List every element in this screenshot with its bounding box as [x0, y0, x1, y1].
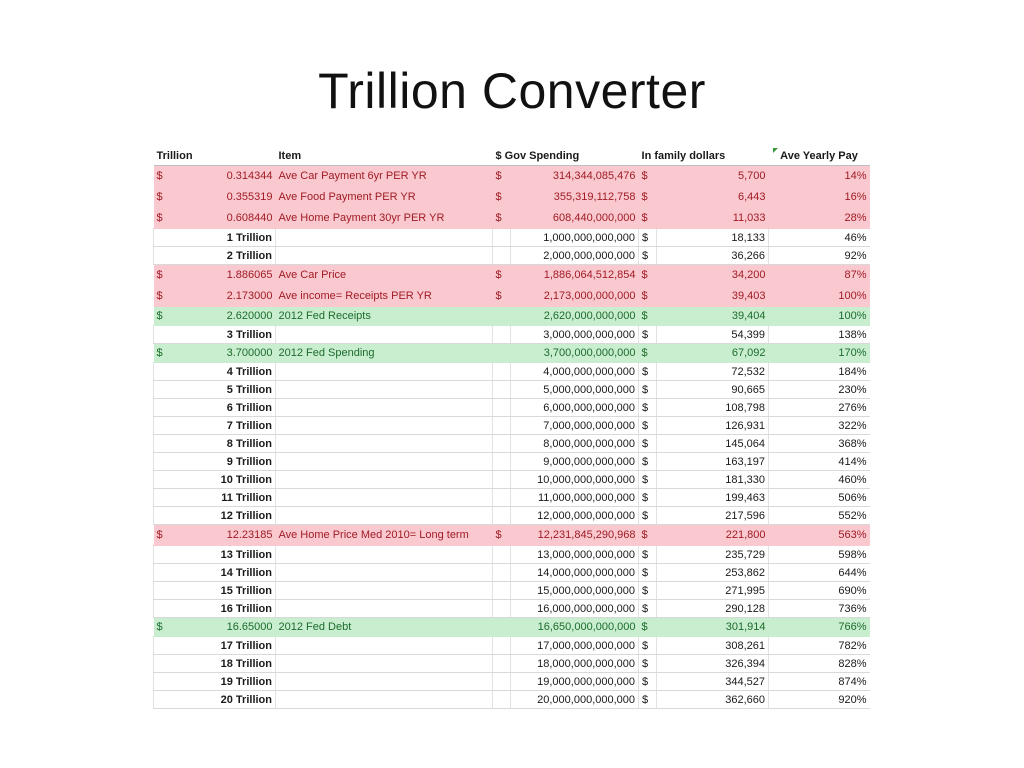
- dollar-sign-cell[interactable]: [493, 471, 511, 489]
- table-row: [154, 489, 870, 507]
- dollar-sign-cell[interactable]: $: [154, 286, 172, 307]
- dollar-sign-cell[interactable]: [154, 453, 172, 471]
- family-dollars-cell[interactable]: 36,266: [657, 247, 769, 265]
- dollar-sign-cell[interactable]: $: [493, 525, 511, 546]
- yearly-pay-cell[interactable]: 460%: [769, 471, 870, 489]
- table-row: [154, 637, 870, 655]
- yearly-pay-cell[interactable]: 506%: [769, 489, 870, 507]
- dollar-sign-cell[interactable]: [154, 637, 172, 655]
- table-row: [154, 564, 870, 582]
- family-dollars-cell[interactable]: 308,261: [657, 637, 769, 655]
- converter-table: [153, 147, 870, 709]
- dollar-sign-cell[interactable]: $: [639, 435, 657, 453]
- dollar-sign-cell[interactable]: [154, 247, 172, 265]
- gov-spending-cell[interactable]: 15,000,000,000,000: [511, 582, 639, 600]
- family-dollars-cell[interactable]: 67,092: [657, 344, 769, 363]
- trillion-cell[interactable]: 12 Trillion: [172, 507, 276, 525]
- dollar-sign-cell[interactable]: [493, 326, 511, 344]
- gov-spending-cell[interactable]: 2,620,000,000,000: [511, 307, 639, 326]
- gov-spending-cell[interactable]: 5,000,000,000,000: [511, 381, 639, 399]
- item-cell[interactable]: 2012 Fed Receipts: [276, 307, 493, 326]
- dollar-sign-cell[interactable]: $: [639, 166, 657, 187]
- dollar-sign-cell[interactable]: $: [639, 307, 657, 326]
- dollar-sign-cell[interactable]: $: [639, 546, 657, 564]
- table-row: [154, 208, 870, 229]
- dollar-sign-cell[interactable]: $: [493, 265, 511, 286]
- trillion-cell[interactable]: 2 Trillion: [172, 247, 276, 265]
- yearly-pay-cell[interactable]: 690%: [769, 582, 870, 600]
- yearly-pay-cell[interactable]: 736%: [769, 600, 870, 618]
- dollar-sign-cell[interactable]: [493, 344, 511, 363]
- table-row: [154, 399, 870, 417]
- dollar-sign-cell[interactable]: $: [639, 381, 657, 399]
- trillion-cell[interactable]: 19 Trillion: [172, 673, 276, 691]
- family-dollars-cell[interactable]: 163,197: [657, 453, 769, 471]
- trillion-cell[interactable]: 15 Trillion: [172, 582, 276, 600]
- header-row: [154, 147, 870, 166]
- trillion-cell[interactable]: 16 Trillion: [172, 600, 276, 618]
- family-dollars-cell[interactable]: 90,665: [657, 381, 769, 399]
- item-cell[interactable]: Ave Home Payment 30yr PER YR: [276, 208, 493, 229]
- item-cell[interactable]: [276, 417, 493, 435]
- gov-spending-cell[interactable]: 1,886,064,512,854: [511, 265, 639, 286]
- header-trillion[interactable]: Trillion: [154, 147, 276, 166]
- cell-comment-indicator: [773, 148, 778, 153]
- table-row: [154, 600, 870, 618]
- table-row: [154, 344, 870, 363]
- trillion-cell[interactable]: 7 Trillion: [172, 417, 276, 435]
- gov-spending-cell[interactable]: 2,173,000,000,000: [511, 286, 639, 307]
- gov-spending-cell[interactable]: 4,000,000,000,000: [511, 363, 639, 381]
- gov-spending-cell[interactable]: 17,000,000,000,000: [511, 637, 639, 655]
- family-dollars-cell[interactable]: 6,443: [657, 187, 769, 208]
- yearly-pay-cell[interactable]: 46%: [769, 229, 870, 247]
- yearly-pay-cell[interactable]: 414%: [769, 453, 870, 471]
- table-row: [154, 673, 870, 691]
- dollar-sign-cell[interactable]: $: [639, 637, 657, 655]
- trillion-cell[interactable]: 11 Trillion: [172, 489, 276, 507]
- gov-spending-cell[interactable]: 3,700,000,000,000: [511, 344, 639, 363]
- dollar-sign-cell[interactable]: [154, 417, 172, 435]
- dollar-sign-cell[interactable]: [493, 247, 511, 265]
- trillion-cell[interactable]: 1 Trillion: [172, 229, 276, 247]
- dollar-sign-cell[interactable]: $: [154, 525, 172, 546]
- gov-spending-cell[interactable]: 19,000,000,000,000: [511, 673, 639, 691]
- trillion-cell[interactable]: 2.620000: [172, 307, 276, 326]
- dollar-sign-cell[interactable]: $: [639, 453, 657, 471]
- yearly-pay-cell[interactable]: 563%: [769, 525, 870, 546]
- dollar-sign-cell[interactable]: [154, 600, 172, 618]
- item-cell[interactable]: [276, 399, 493, 417]
- dollar-sign-cell[interactable]: [493, 564, 511, 582]
- table-row: [154, 525, 870, 546]
- trillion-cell[interactable]: 16.65000: [172, 618, 276, 637]
- header-family-dollars[interactable]: In family dollars: [639, 147, 769, 166]
- family-dollars-cell[interactable]: 217,596: [657, 507, 769, 525]
- dollar-sign-cell[interactable]: $: [639, 326, 657, 344]
- dollar-sign-cell[interactable]: $: [639, 208, 657, 229]
- dollar-sign-cell[interactable]: [493, 399, 511, 417]
- trillion-cell[interactable]: 0.314344: [172, 166, 276, 187]
- dollar-sign-cell[interactable]: $: [154, 618, 172, 637]
- gov-spending-cell[interactable]: 314,344,085,476: [511, 166, 639, 187]
- gov-spending-cell[interactable]: 8,000,000,000,000: [511, 435, 639, 453]
- family-dollars-cell[interactable]: 181,330: [657, 471, 769, 489]
- table-row: [154, 307, 870, 326]
- family-dollars-cell[interactable]: 326,394: [657, 655, 769, 673]
- yearly-pay-cell[interactable]: 230%: [769, 381, 870, 399]
- dollar-sign-cell[interactable]: $: [639, 471, 657, 489]
- item-cell[interactable]: 2012 Fed Debt: [276, 618, 493, 637]
- item-cell[interactable]: [276, 326, 493, 344]
- yearly-pay-cell[interactable]: 828%: [769, 655, 870, 673]
- dollar-sign-cell[interactable]: $: [154, 208, 172, 229]
- yearly-pay-cell[interactable]: 100%: [769, 286, 870, 307]
- header-gov-spending[interactable]: $ Gov Spending: [493, 147, 639, 166]
- table-row: [154, 381, 870, 399]
- item-cell[interactable]: 2012 Fed Spending: [276, 344, 493, 363]
- dollar-sign-cell[interactable]: [493, 229, 511, 247]
- gov-spending-cell[interactable]: 12,000,000,000,000: [511, 507, 639, 525]
- table-row: [154, 435, 870, 453]
- family-dollars-cell[interactable]: 271,995: [657, 582, 769, 600]
- trillion-cell[interactable]: 0.355319: [172, 187, 276, 208]
- gov-spending-cell[interactable]: 7,000,000,000,000: [511, 417, 639, 435]
- dollar-sign-cell[interactable]: $: [639, 344, 657, 363]
- table-row: [154, 546, 870, 564]
- gov-spending-cell[interactable]: 6,000,000,000,000: [511, 399, 639, 417]
- table-row: [154, 507, 870, 525]
- family-dollars-cell[interactable]: 72,532: [657, 363, 769, 381]
- item-cell[interactable]: [276, 546, 493, 564]
- trillion-cell[interactable]: 20 Trillion: [172, 691, 276, 709]
- dollar-sign-cell[interactable]: [154, 655, 172, 673]
- dollar-sign-cell[interactable]: $: [493, 208, 511, 229]
- dollar-sign-cell[interactable]: [493, 307, 511, 326]
- item-cell[interactable]: [276, 655, 493, 673]
- dollar-sign-cell[interactable]: $: [639, 618, 657, 637]
- yearly-pay-cell[interactable]: 598%: [769, 546, 870, 564]
- table-row: [154, 417, 870, 435]
- trillion-cell[interactable]: 18 Trillion: [172, 655, 276, 673]
- dollar-sign-cell[interactable]: [493, 507, 511, 525]
- dollar-sign-cell[interactable]: $: [154, 166, 172, 187]
- family-dollars-cell[interactable]: 301,914: [657, 618, 769, 637]
- table-row: [154, 229, 870, 247]
- table-row: [154, 166, 870, 187]
- gov-spending-cell[interactable]: 16,000,000,000,000: [511, 600, 639, 618]
- table-row: [154, 582, 870, 600]
- dollar-sign-cell[interactable]: $: [639, 582, 657, 600]
- family-dollars-cell[interactable]: 344,527: [657, 673, 769, 691]
- item-cell[interactable]: Ave Car Price: [276, 265, 493, 286]
- dollar-sign-cell[interactable]: [154, 326, 172, 344]
- dollar-sign-cell[interactable]: [493, 600, 511, 618]
- dollar-sign-cell[interactable]: [154, 229, 172, 247]
- dollar-sign-cell[interactable]: $: [493, 187, 511, 208]
- dollar-sign-cell[interactable]: $: [639, 600, 657, 618]
- table-row: [154, 655, 870, 673]
- yearly-pay-cell[interactable]: 552%: [769, 507, 870, 525]
- dollar-sign-cell[interactable]: [493, 417, 511, 435]
- dollar-sign-cell[interactable]: [154, 471, 172, 489]
- item-cell[interactable]: [276, 673, 493, 691]
- dollar-sign-cell[interactable]: $: [639, 417, 657, 435]
- table-body: [154, 166, 870, 709]
- family-dollars-cell[interactable]: 235,729: [657, 546, 769, 564]
- item-cell[interactable]: [276, 471, 493, 489]
- yearly-pay-cell[interactable]: 920%: [769, 691, 870, 709]
- dollar-sign-cell[interactable]: [154, 564, 172, 582]
- trillion-cell[interactable]: 0.608440: [172, 208, 276, 229]
- family-dollars-cell[interactable]: 39,404: [657, 307, 769, 326]
- dollar-sign-cell[interactable]: [493, 618, 511, 637]
- item-cell[interactable]: [276, 453, 493, 471]
- yearly-pay-cell[interactable]: 184%: [769, 363, 870, 381]
- gov-spending-cell[interactable]: 355,319,112,758: [511, 187, 639, 208]
- table-row: [154, 691, 870, 709]
- family-dollars-cell[interactable]: 145,064: [657, 435, 769, 453]
- slide-title: Trillion Converter: [318, 63, 706, 119]
- dollar-sign-cell[interactable]: $: [639, 489, 657, 507]
- item-cell[interactable]: [276, 600, 493, 618]
- item-cell[interactable]: [276, 564, 493, 582]
- trillion-cell[interactable]: 17 Trillion: [172, 637, 276, 655]
- dollar-sign-cell[interactable]: [493, 691, 511, 709]
- item-cell[interactable]: Ave Home Price Med 2010= Long term: [276, 525, 493, 546]
- table-row: [154, 453, 870, 471]
- dollar-sign-cell[interactable]: [493, 655, 511, 673]
- trillion-cell[interactable]: 6 Trillion: [172, 399, 276, 417]
- dollar-sign-cell[interactable]: $: [639, 265, 657, 286]
- dollar-sign-cell[interactable]: $: [154, 344, 172, 363]
- family-dollars-cell[interactable]: 108,798: [657, 399, 769, 417]
- gov-spending-cell[interactable]: 18,000,000,000,000: [511, 655, 639, 673]
- table-row: [154, 187, 870, 208]
- family-dollars-cell[interactable]: 11,033: [657, 208, 769, 229]
- dollar-sign-cell[interactable]: [493, 637, 511, 655]
- dollar-sign-cell[interactable]: [154, 691, 172, 709]
- gov-spending-cell[interactable]: 2,000,000,000,000: [511, 247, 639, 265]
- dollar-sign-cell[interactable]: $: [639, 673, 657, 691]
- trillion-cell[interactable]: 14 Trillion: [172, 564, 276, 582]
- family-dollars-cell[interactable]: 34,200: [657, 265, 769, 286]
- family-dollars-cell[interactable]: 199,463: [657, 489, 769, 507]
- dollar-sign-cell[interactable]: [154, 399, 172, 417]
- table-row: [154, 363, 870, 381]
- dollar-sign-cell[interactable]: [493, 435, 511, 453]
- item-cell[interactable]: [276, 582, 493, 600]
- gov-spending-cell[interactable]: 1,000,000,000,000: [511, 229, 639, 247]
- yearly-pay-cell[interactable]: 276%: [769, 399, 870, 417]
- family-dollars-cell[interactable]: 362,660: [657, 691, 769, 709]
- trillion-cell[interactable]: 9 Trillion: [172, 453, 276, 471]
- dollar-sign-cell[interactable]: [493, 546, 511, 564]
- header-ave-yearly-pay[interactable]: Ave Yearly Pay: [769, 147, 870, 166]
- family-dollars-cell[interactable]: 54,399: [657, 326, 769, 344]
- dollar-sign-cell[interactable]: $: [639, 691, 657, 709]
- yearly-pay-cell[interactable]: 16%: [769, 187, 870, 208]
- yearly-pay-cell[interactable]: 874%: [769, 673, 870, 691]
- dollar-sign-cell[interactable]: $: [639, 507, 657, 525]
- dollar-sign-cell[interactable]: $: [639, 655, 657, 673]
- trillion-cell[interactable]: 5 Trillion: [172, 381, 276, 399]
- dollar-sign-cell[interactable]: [154, 363, 172, 381]
- dollar-sign-cell[interactable]: [493, 381, 511, 399]
- dollar-sign-cell[interactable]: $: [154, 187, 172, 208]
- header-item[interactable]: Item: [276, 147, 493, 166]
- gov-spending-cell[interactable]: 12,231,845,290,968: [511, 525, 639, 546]
- gov-spending-cell[interactable]: 16,650,000,000,000: [511, 618, 639, 637]
- trillion-cell[interactable]: 10 Trillion: [172, 471, 276, 489]
- yearly-pay-cell[interactable]: 766%: [769, 618, 870, 637]
- dollar-sign-cell[interactable]: $: [639, 399, 657, 417]
- dollar-sign-cell[interactable]: $: [639, 247, 657, 265]
- gov-spending-cell[interactable]: 608,440,000,000: [511, 208, 639, 229]
- trillion-cell[interactable]: 2.173000: [172, 286, 276, 307]
- dollar-sign-cell[interactable]: [154, 507, 172, 525]
- table-row: [154, 326, 870, 344]
- dollar-sign-cell[interactable]: $: [493, 166, 511, 187]
- trillion-cell[interactable]: 12.23185: [172, 525, 276, 546]
- family-dollars-cell[interactable]: 221,800: [657, 525, 769, 546]
- dollar-sign-cell[interactable]: [154, 381, 172, 399]
- gov-spending-cell[interactable]: 20,000,000,000,000: [511, 691, 639, 709]
- dollar-sign-cell[interactable]: $: [639, 229, 657, 247]
- family-dollars-cell[interactable]: 253,862: [657, 564, 769, 582]
- yearly-pay-cell[interactable]: 100%: [769, 307, 870, 326]
- yearly-pay-cell[interactable]: 170%: [769, 344, 870, 363]
- item-cell[interactable]: [276, 637, 493, 655]
- dollar-sign-cell[interactable]: $: [639, 187, 657, 208]
- gov-spending-cell[interactable]: 13,000,000,000,000: [511, 546, 639, 564]
- yearly-pay-cell[interactable]: 368%: [769, 435, 870, 453]
- yearly-pay-cell[interactable]: 14%: [769, 166, 870, 187]
- yearly-pay-cell[interactable]: 782%: [769, 637, 870, 655]
- trillion-cell[interactable]: 8 Trillion: [172, 435, 276, 453]
- item-cell[interactable]: [276, 229, 493, 247]
- table-row: [154, 247, 870, 265]
- dollar-sign-cell[interactable]: $: [493, 286, 511, 307]
- family-dollars-cell[interactable]: 126,931: [657, 417, 769, 435]
- gov-spending-cell[interactable]: 3,000,000,000,000: [511, 326, 639, 344]
- dollar-sign-cell[interactable]: [154, 582, 172, 600]
- trillion-cell[interactable]: 3 Trillion: [172, 326, 276, 344]
- item-cell[interactable]: Ave Car Payment 6yr PER YR: [276, 166, 493, 187]
- item-cell[interactable]: [276, 247, 493, 265]
- yearly-pay-cell[interactable]: 138%: [769, 326, 870, 344]
- family-dollars-cell[interactable]: 290,128: [657, 600, 769, 618]
- table-row: [154, 471, 870, 489]
- dollar-sign-cell[interactable]: $: [639, 363, 657, 381]
- family-dollars-cell[interactable]: 18,133: [657, 229, 769, 247]
- dollar-sign-cell[interactable]: $: [639, 564, 657, 582]
- table-row: [154, 286, 870, 307]
- item-cell[interactable]: [276, 691, 493, 709]
- dollar-sign-cell[interactable]: $: [639, 286, 657, 307]
- item-cell[interactable]: Ave income= Receipts PER YR: [276, 286, 493, 307]
- dollar-sign-cell[interactable]: [493, 582, 511, 600]
- gov-spending-cell[interactable]: 10,000,000,000,000: [511, 471, 639, 489]
- yearly-pay-cell[interactable]: 322%: [769, 417, 870, 435]
- trillion-cell[interactable]: 13 Trillion: [172, 546, 276, 564]
- dollar-sign-cell[interactable]: [493, 453, 511, 471]
- item-cell[interactable]: [276, 363, 493, 381]
- trillion-cell[interactable]: 4 Trillion: [172, 363, 276, 381]
- dollar-sign-cell[interactable]: $: [154, 265, 172, 286]
- gov-spending-cell[interactable]: 14,000,000,000,000: [511, 564, 639, 582]
- dollar-sign-cell[interactable]: [493, 363, 511, 381]
- family-dollars-cell[interactable]: 5,700: [657, 166, 769, 187]
- dollar-sign-cell[interactable]: [154, 546, 172, 564]
- gov-spending-cell[interactable]: 9,000,000,000,000: [511, 453, 639, 471]
- item-cell[interactable]: [276, 489, 493, 507]
- dollar-sign-cell[interactable]: [493, 673, 511, 691]
- dollar-sign-cell[interactable]: $: [154, 307, 172, 326]
- gov-spending-cell[interactable]: 11,000,000,000,000: [511, 489, 639, 507]
- dollar-sign-cell[interactable]: [154, 673, 172, 691]
- yearly-pay-cell[interactable]: 92%: [769, 247, 870, 265]
- trillion-cell[interactable]: 1.886065: [172, 265, 276, 286]
- dollar-sign-cell[interactable]: [154, 489, 172, 507]
- yearly-pay-cell[interactable]: 28%: [769, 208, 870, 229]
- yearly-pay-cell[interactable]: 644%: [769, 564, 870, 582]
- table-row: [154, 265, 870, 286]
- item-cell[interactable]: [276, 381, 493, 399]
- family-dollars-cell[interactable]: 39,403: [657, 286, 769, 307]
- item-cell[interactable]: Ave Food Payment PER YR: [276, 187, 493, 208]
- dollar-sign-cell[interactable]: [154, 435, 172, 453]
- table-row: [154, 618, 870, 637]
- item-cell[interactable]: [276, 507, 493, 525]
- item-cell[interactable]: [276, 435, 493, 453]
- yearly-pay-cell[interactable]: 87%: [769, 265, 870, 286]
- dollar-sign-cell[interactable]: $: [639, 525, 657, 546]
- dollar-sign-cell[interactable]: [493, 489, 511, 507]
- trillion-cell[interactable]: 3.700000: [172, 344, 276, 363]
